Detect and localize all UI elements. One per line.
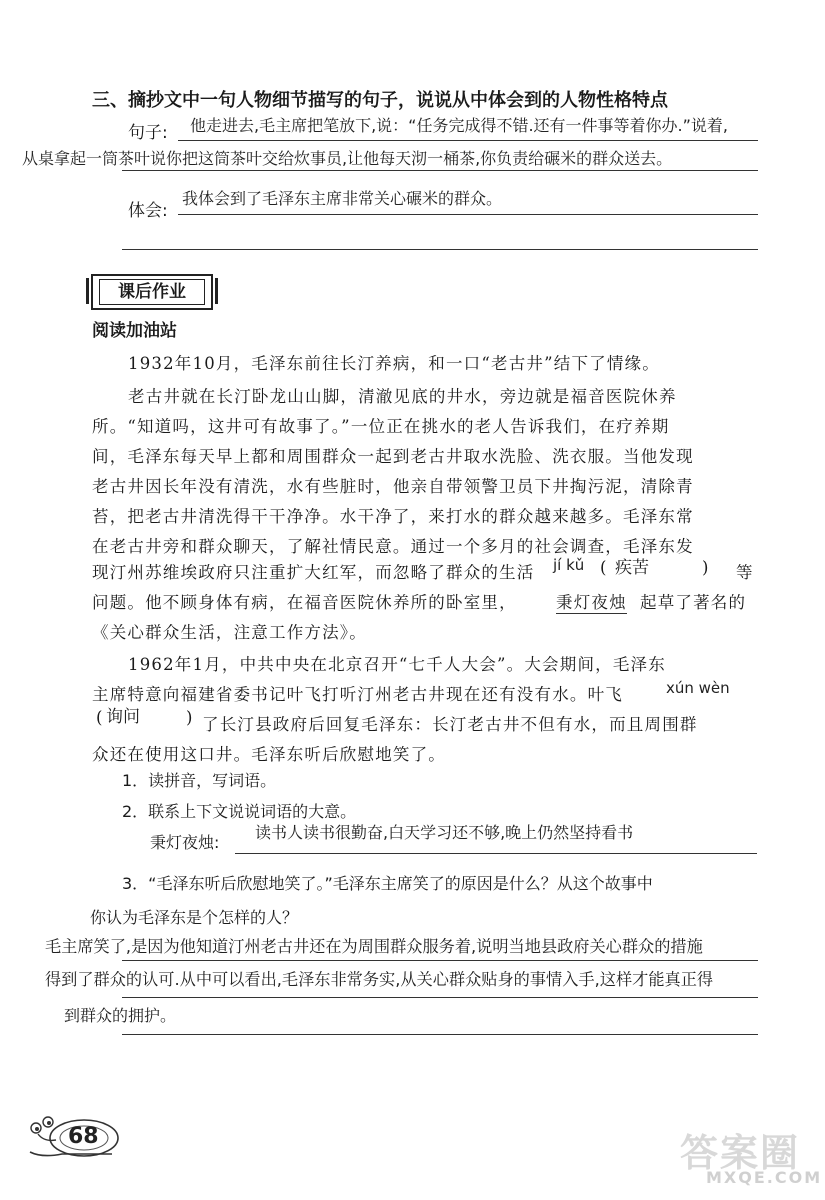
answer-line (122, 1034, 758, 1035)
passage-paragraph-1: 1932年10月，毛泽东前往长汀养病，和一口“老古井”结下了情缘。 (128, 354, 660, 373)
answer-line (178, 140, 758, 141)
answer-xunwen: 询问 (106, 707, 140, 727)
watermark (676, 1122, 823, 1192)
passage-line: 1962年1月，中共中央在北京召开“七千人大会”。大会期间，毛泽东 (128, 655, 666, 674)
sentence-answer-line-1: 他走进去,毛主席把笔放下,说：“任务完成得不错.还有一件事等着你办.”说着, (190, 116, 729, 135)
answer-line (178, 214, 758, 215)
task-2-answer: 读书人读书很勤奋,白天学习还不够,晚上仍然坚持看书 (255, 823, 634, 842)
passage-line: 间，毛泽东每天早上都和周围群众一起到老古井取水洗脸、洗衣服。当他发现 (92, 447, 694, 466)
pinyin-xunwen: xún wèn (666, 679, 730, 697)
paren-close: ) (702, 558, 710, 577)
homework-badge (91, 274, 213, 310)
task-2-term: 秉灯夜烛: (150, 833, 220, 852)
passage-line: 主席特意向福建省委书记叶飞打听汀州老古井现在还有没有水。叶飞 (92, 685, 623, 704)
passage-line: 起草了著名的 (640, 593, 747, 612)
paren-close: ) (186, 708, 194, 727)
sentence-answer-line-2: 从桌拿起一筒茶叶说你把这筒茶叶交给炊事员,让他每天沏一桶茶,你负责给碾米的群众送去。 (22, 149, 673, 168)
feeling-label: 体会: (128, 201, 168, 221)
page-number: 68 (68, 1124, 99, 1149)
watermark-url: MXQE.COM (706, 1168, 823, 1187)
sentence-label: 句子: (128, 123, 168, 143)
passage-line: 了长汀县政府后回复毛泽东：长汀老古井不但有水，而且周围群 (202, 715, 698, 734)
paren-open: ( (96, 708, 104, 727)
passage-line: 老古井因长年没有清洗，水有些脏时，他亲自带领警卫员下井掏污泥，清除青 (92, 477, 694, 496)
passage-line: 《关心群众生活，注意工作方法》。 (92, 623, 367, 642)
task-3-answer-line-3: 到群众的拥护。 (64, 1006, 177, 1025)
answer-line (122, 997, 758, 998)
task-2: 2．联系上下文说说词语的大意。 (122, 802, 357, 821)
passage-line: 在老古井旁和群众聊天，了解社情民意。通过一个多月的社会调查，毛泽东发 (92, 537, 694, 556)
answer-line (122, 170, 758, 171)
passage-line: 所。“知道吗，这井可有故事了。”一位正在挑水的老人告诉我们，在疗养期 (92, 417, 670, 436)
passage-line: 苔，把老古井清洗得干干净净。水干净了，来打水的群众越来越多。毛泽东常 (92, 507, 694, 526)
section-title: 阅读加油站 (92, 321, 177, 341)
paren-open: ( (600, 558, 608, 577)
answer-jiku: 疾苦 (615, 558, 649, 578)
task-3-answer-line-2: 得到了群众的认可.从中可以看出,毛泽东非常务实,从关心群众贴身的事情入手,这样才能真正得 (45, 970, 714, 989)
answer-line (122, 249, 758, 250)
pinyin-jiku: jí kǔ (553, 556, 585, 574)
passage-line: 众还在使用这口井。毛泽东听后欣慰地笑了。 (92, 745, 446, 764)
question-3-title: 三、摘抄文中一句人物细节描写的句子，说说从中体会到的人物性格特点 (92, 90, 668, 111)
passage-line: 等 (736, 563, 754, 582)
task-3-continued: 你认为毛泽东是个怎样的人？ (90, 908, 299, 927)
watermark-text: 答案圈 (680, 1131, 801, 1175)
task-3-answer-line-1: 毛主席笑了,是因为他知道汀州老古井还在为周围群众服务着,说明当地县政府关心群众的措施 (45, 937, 703, 956)
task-3: 3．“毛泽东听后欣慰地笑了。”毛泽东主席笑了的原因是什么？从这个故事中 (122, 874, 653, 893)
passage-line: 问题。他不顾身体有病，在福音医院休养所的卧室里， (92, 593, 517, 612)
page-number-snail (22, 1108, 122, 1164)
answer-line (122, 960, 758, 961)
task-1: 1．读拼音，写词语。 (122, 771, 277, 790)
passage-line: 现汀州苏维埃政府只注重扩大红军，而忽略了群众的生活 (92, 563, 535, 582)
homework-badge-label: 课后作业 (99, 279, 205, 305)
feeling-answer: 我体会到了毛泽东主席非常关心碾米的群众。 (182, 189, 503, 208)
answer-line (235, 853, 757, 854)
passage-line: 老古井就在长汀卧龙山山脚，清澈见底的井水，旁边就是福音医院休养 (128, 387, 677, 406)
highlighted-phrase: 秉灯夜烛 (556, 589, 627, 614)
